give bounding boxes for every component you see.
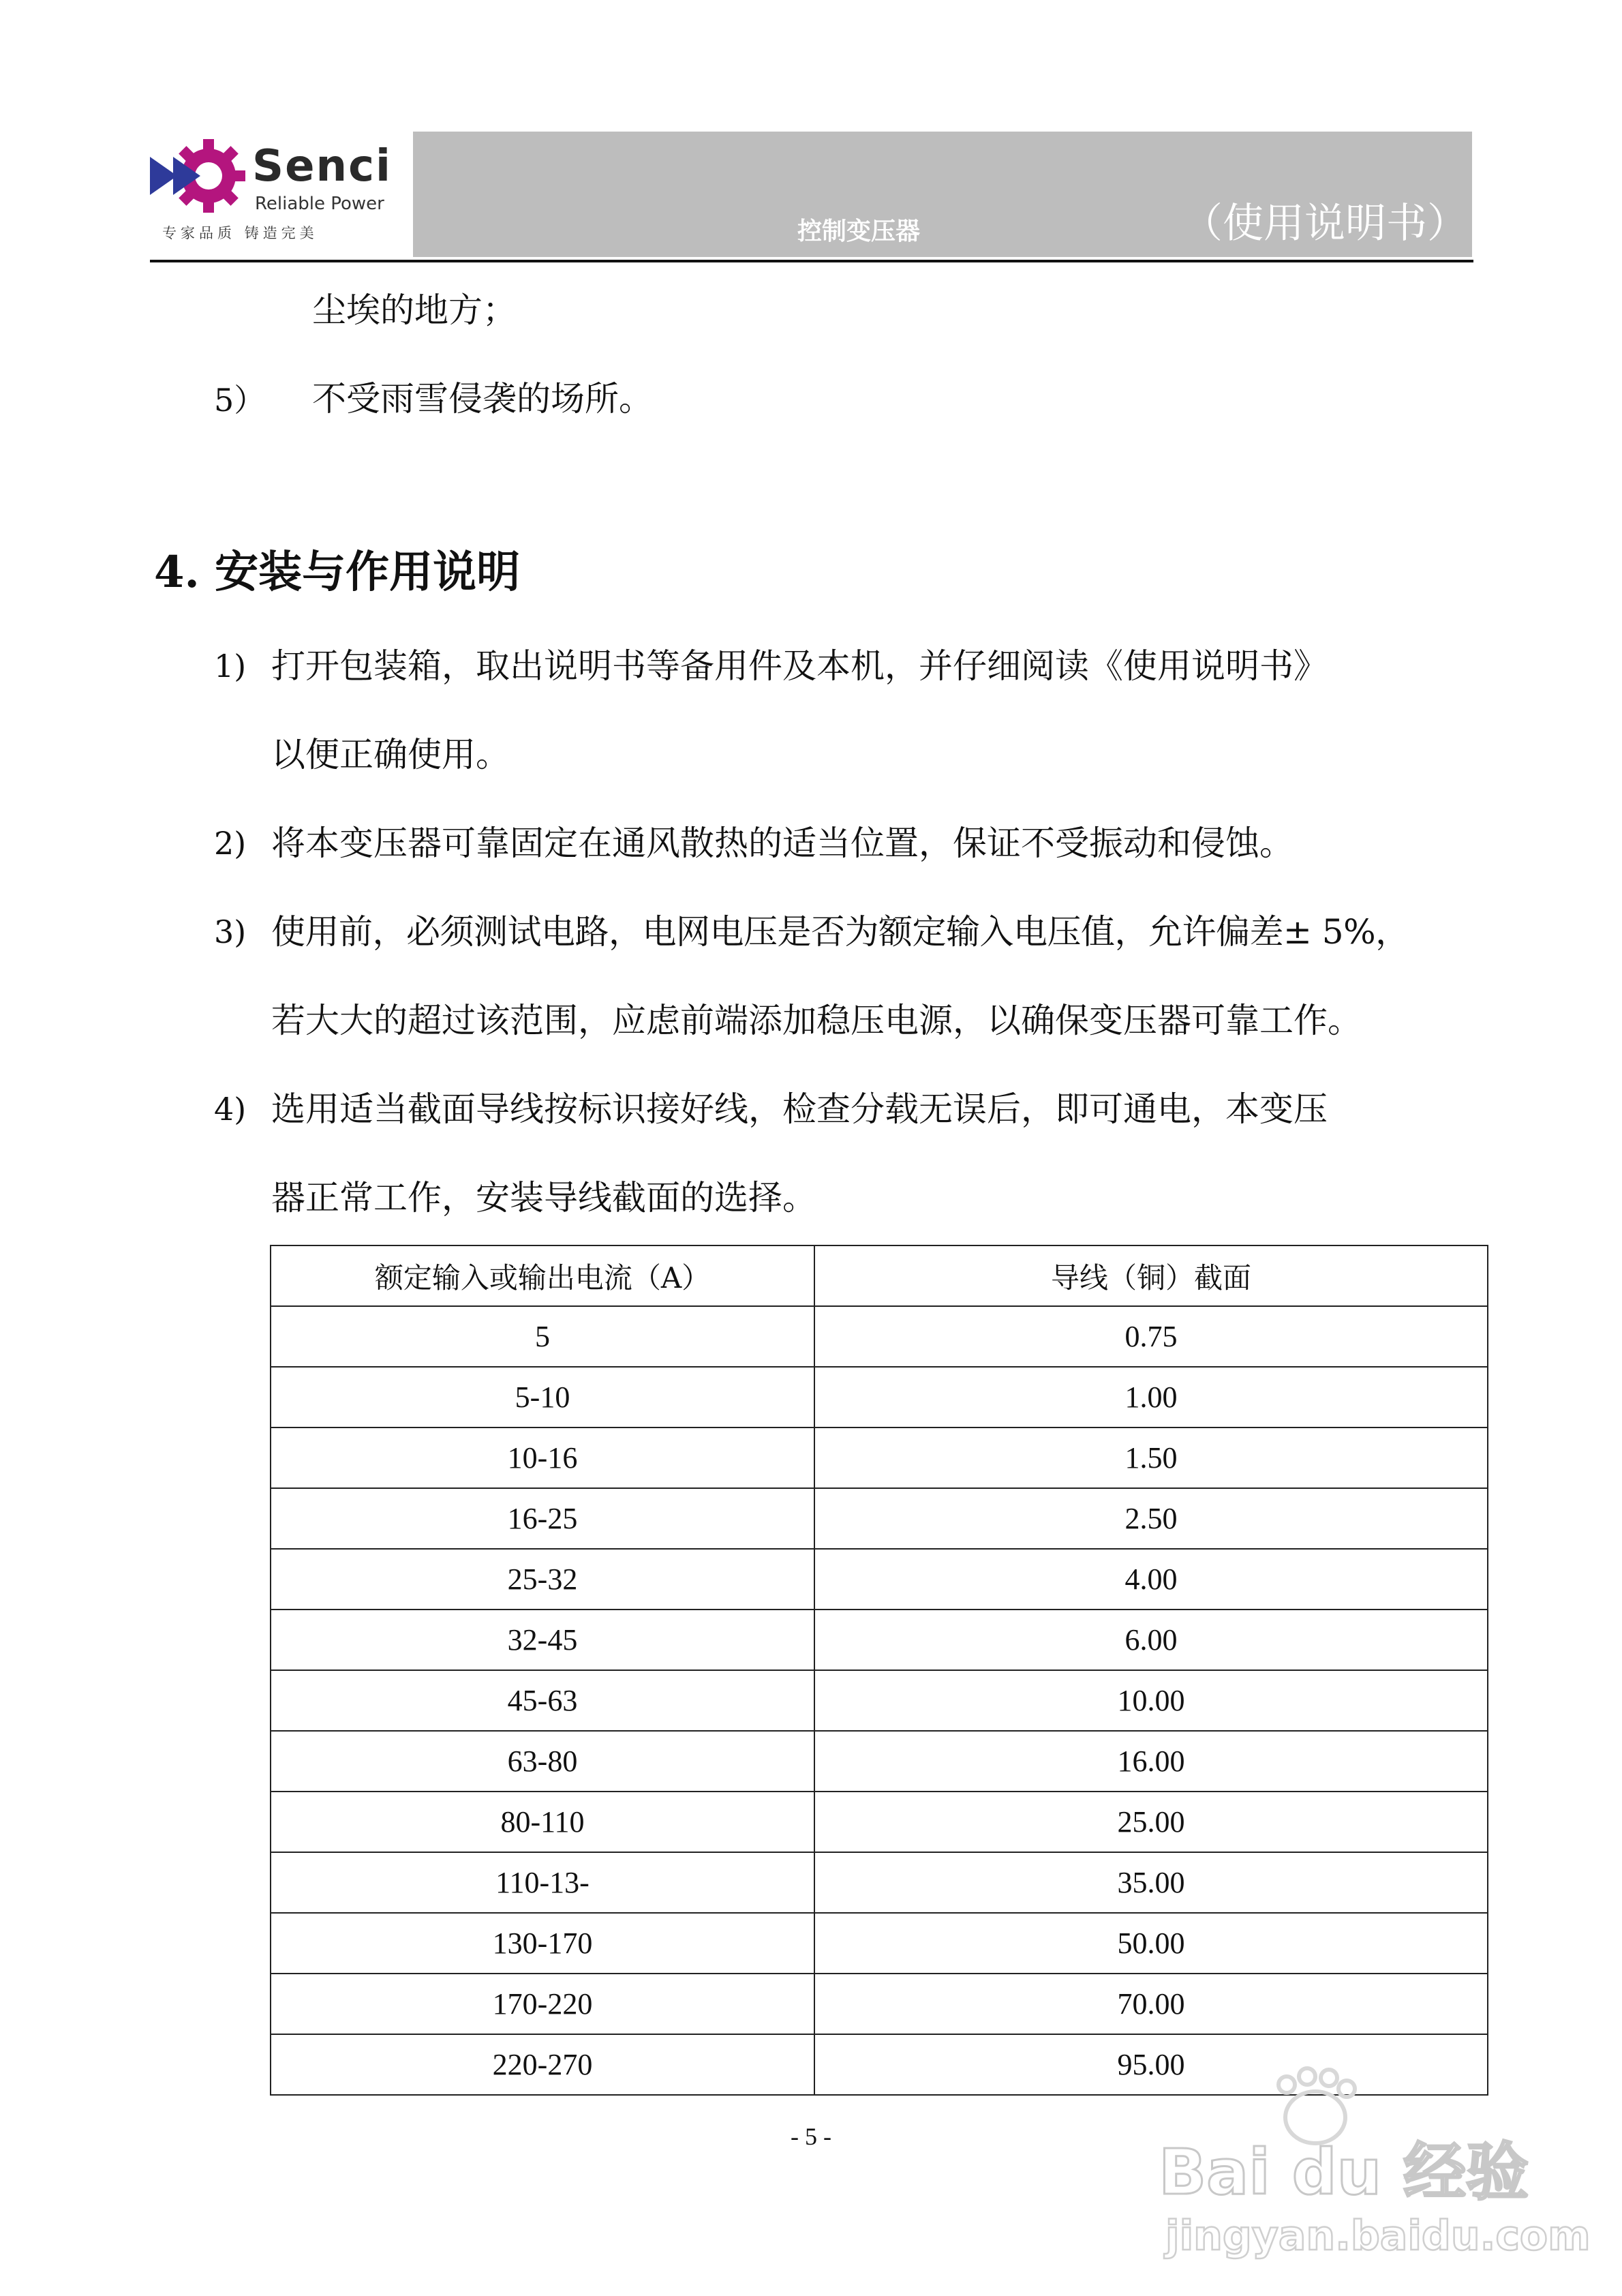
list-item-text: 将本变压器可靠固定在通风散热的适当位置，保证不受振动和侵蚀。 [271, 824, 1294, 863]
cross-section-cell: 95.00 [814, 2034, 1488, 2095]
product-name: 控制变压器 [797, 217, 921, 245]
list-item-text: 使用前，必须测试电路，电网电压是否为额定输入电压值，允许偏差± 5%， [271, 912, 1409, 952]
cross-section-cell: 2.50 [814, 1488, 1488, 1549]
table-row [271, 1670, 1488, 1731]
cross-section-cell: 70.00 [814, 1974, 1488, 2034]
continued-text-line: 尘埃的地方； [312, 290, 517, 330]
list-item-text: 不受雨雪侵袭的场所。 [312, 379, 653, 419]
brand-tagline: Reliable Power [255, 194, 384, 214]
cross-section-cell: 10.00 [814, 1670, 1488, 1731]
watermark-brand: Bai du 经验 [1159, 2136, 1529, 2209]
cross-section-cell: 1.00 [814, 1367, 1488, 1428]
manual-title: （使用说明书） [1182, 200, 1468, 247]
column-header-cross-section: 导线（铜）截面 [814, 1245, 1488, 1306]
cross-section-cell: 25.00 [814, 1792, 1488, 1852]
list-item-number: 2) [214, 825, 247, 862]
current-cell: 220-270 [271, 2034, 814, 2095]
table-row [271, 1731, 1488, 1792]
current-cell: 63-80 [271, 1731, 814, 1792]
current-cell: 10-16 [271, 1428, 814, 1488]
table-row [271, 1488, 1488, 1549]
cross-section-cell: 16.00 [814, 1731, 1488, 1792]
cross-section-cell: 6.00 [814, 1610, 1488, 1670]
list-item-text: 选用适当截面导线按标识接好线，检查分载无误后，即可通电，本变压 [271, 1089, 1328, 1129]
cross-section-cell: 1.50 [814, 1428, 1488, 1488]
list-item-text: 打开包装箱，取出说明书等备用件及本机，并仔细阅读《使用说明书》 [271, 646, 1328, 686]
list-item-number: 5） [214, 382, 266, 419]
current-cell: 45-63 [271, 1670, 814, 1731]
list-item-number: 3) [214, 913, 247, 950]
table-row [271, 1306, 1488, 1367]
cross-section-cell: 35.00 [814, 1852, 1488, 1913]
table-row [271, 1792, 1488, 1852]
page-header [0, 0, 1622, 273]
current-cell: 130-170 [271, 1913, 814, 1974]
senci-logo [150, 136, 409, 259]
table-row [271, 1852, 1488, 1913]
table-row [271, 1367, 1488, 1428]
list-item-text: 以便正确使用。 [271, 735, 510, 774]
table-row [271, 1428, 1488, 1488]
list-item-number: 1) [214, 648, 247, 684]
wire-cross-section-table [270, 1245, 1488, 2096]
baidu-jingyan-watermark [1145, 2064, 1591, 2269]
current-cell: 110-13- [271, 1852, 814, 1913]
current-cell: 80-110 [271, 1792, 814, 1852]
list-item-text: 若大大的超过该范围，应虑前端添加稳压电源，以确保变压器可靠工作。 [271, 1001, 1362, 1040]
watermark-url: jingyan.baidu.com [1165, 2212, 1591, 2260]
current-cell: 5 [271, 1306, 814, 1367]
section-heading: 4. 安装与作用说明 [154, 547, 521, 598]
page-number: - 5 - [791, 2123, 831, 2150]
list-item-text: 器正常工作，安装导线截面的选择。 [271, 1178, 816, 1218]
table-row [271, 1913, 1488, 1974]
current-cell: 25-32 [271, 1549, 814, 1610]
current-cell: 170-220 [271, 1974, 814, 2034]
brand-name: Senci [252, 141, 392, 192]
cross-section-cell: 0.75 [814, 1306, 1488, 1367]
cross-section-cell: 4.00 [814, 1549, 1488, 1610]
current-cell: 5-10 [271, 1367, 814, 1428]
table-row [271, 1974, 1488, 2034]
table-header-row [271, 1245, 1488, 1306]
table-row [271, 1549, 1488, 1610]
column-header-current: 额定输入或输出电流（A） [271, 1245, 814, 1306]
brand-slogan: 专家品质 铸造完美 [162, 225, 318, 241]
header-divider [150, 260, 1473, 262]
list-item-number: 4) [214, 1091, 247, 1128]
senci-logo-mark-icon [150, 136, 245, 218]
current-cell: 16-25 [271, 1488, 814, 1549]
current-cell: 32-45 [271, 1610, 814, 1670]
table-row [271, 1610, 1488, 1670]
paw-icon [1279, 2068, 1355, 2143]
cross-section-cell: 50.00 [814, 1913, 1488, 1974]
